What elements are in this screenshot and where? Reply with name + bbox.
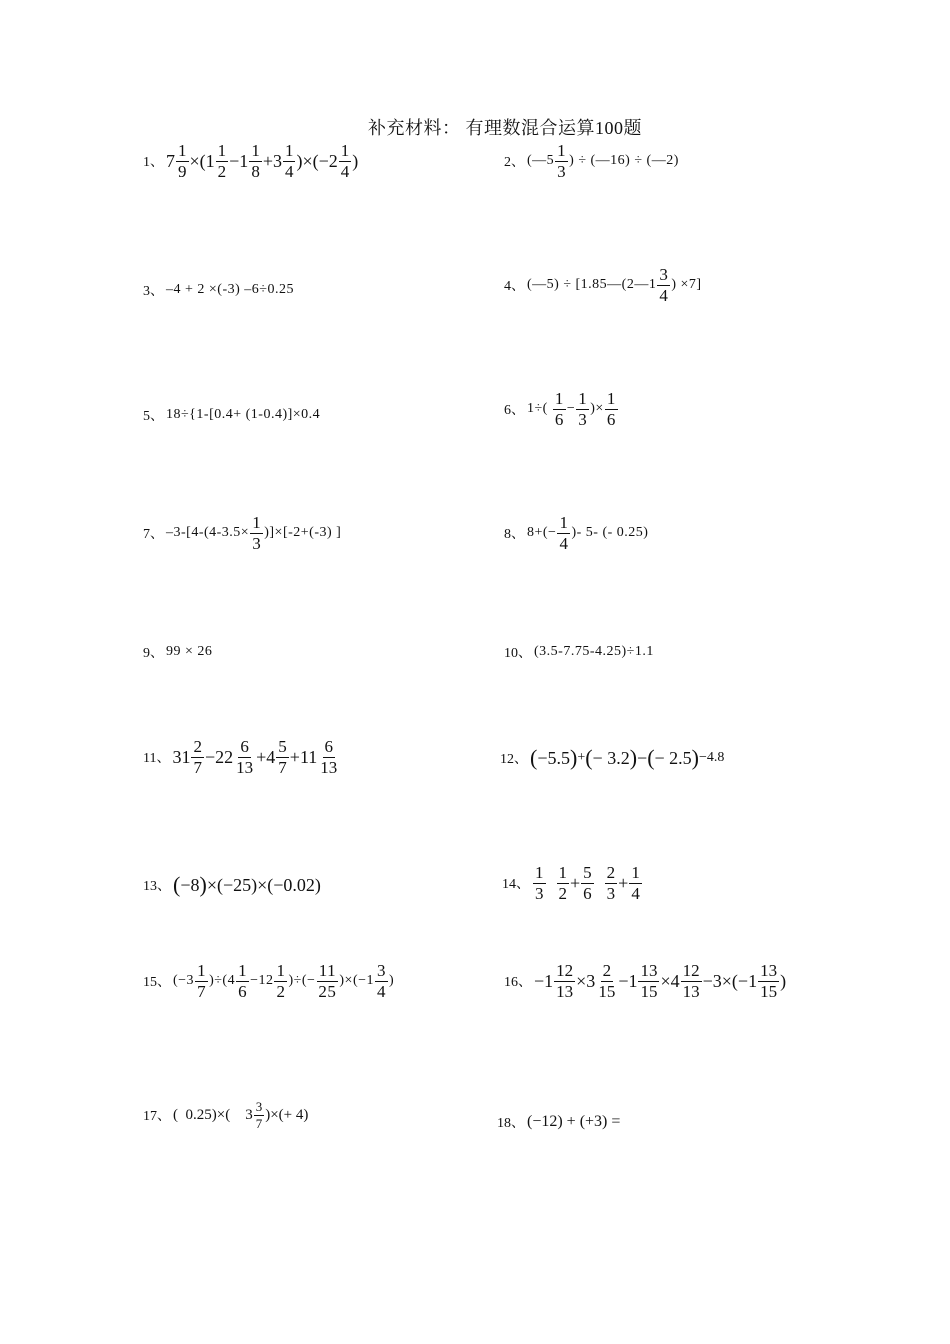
- problem-number: 12、: [500, 752, 528, 767]
- problem-expression: $\frac{1}{3}$ $\frac{1}{2}$ + $\frac{5}{6}$ $\frac{2}{3}$ + $\frac{1}{4}$: [535, 863, 640, 903]
- problem-number: 1、: [143, 155, 164, 171]
- problem-expression: 1÷( $\frac{1}{6}$ − $\frac{1}{3}$ )× $\frac{1}{6}$: [527, 389, 616, 429]
- problem-12: [500, 745, 724, 771]
- problem-5: [143, 405, 320, 425]
- problem-number: 14、: [502, 877, 530, 893]
- problem-number: 10、: [504, 646, 532, 661]
- problem-16: [504, 962, 786, 1001]
- problem-6: [504, 390, 619, 429]
- problem-10: [504, 642, 654, 662]
- problem-number: 7、: [143, 527, 164, 543]
- problem-number: 3、: [143, 284, 164, 299]
- problem-expression: (—5) ÷ [1.85—(2—1 $\frac{3}{4}$ ) ×7]: [527, 265, 702, 305]
- problem-number: 17、: [143, 1109, 171, 1125]
- problem-4: [504, 266, 702, 305]
- problem-number: 15、: [143, 975, 171, 991]
- problem-expression: 8+(− $\frac{1}{4}$ )- 5- (- 0.25): [527, 513, 649, 553]
- page-title: 补充材料： 有理数混合运算100题: [368, 118, 642, 138]
- problem-17: [143, 1100, 308, 1130]
- problem-expression: (−3 $\frac{1}{7}$ )÷(4 $\frac{1}{6}$ −12 $\frac{1}{2}$ )÷(− $\frac{11}{25}$ )×(−1 $\frac{3}{4}$ ): [173, 961, 395, 1001]
- problem-expression: −1 $\frac{12}{13}$ ×3 $\frac{2}{15}$ −1 $\frac{13}{15}$ ×4 $\frac{12}{13}$ −3×(−1 $\frac{13}{15}$ ): [534, 961, 787, 1001]
- problem-number: 18、: [497, 1116, 525, 1131]
- problem-expression: (−12) + (+3) =: [527, 1113, 621, 1130]
- problem-expression: (3.5-7.75-4.25)÷1.1: [534, 644, 654, 659]
- problem-3: [143, 280, 294, 300]
- problem-number: 16、: [504, 975, 532, 991]
- problem-expression: –3-[4-(4-3.5× $\frac{1}{3}$ )]×[-2+(-3) ]: [166, 513, 342, 553]
- problem-expression: –4 + 2 ×(-3) –6÷0.25: [166, 282, 294, 297]
- problem-expression: 99 × 26: [166, 644, 213, 659]
- problem-1: [143, 142, 358, 181]
- problem-number: 5、: [143, 409, 164, 424]
- problem-8: [504, 514, 648, 553]
- problem-number: 2、: [504, 155, 525, 171]
- problem-expression: ( −5.5 ) + ( − 3.2 ) − ( − 2.5 ) −4.8: [530, 745, 725, 770]
- problem-expression: 7 $\frac{1}{9}$ ×(1 $\frac{1}{2}$ −1 $\frac{1}{8}$ +3 $\frac{1}{4}$ )×(−2 $\frac{1}{4}$ ): [166, 141, 359, 181]
- problem-number: 11、: [143, 751, 171, 767]
- problem-14: [502, 864, 643, 903]
- problem-expression: ( 0.25)×( 3 $\frac{3}{7}$ )×(+ 4): [173, 1099, 309, 1131]
- problem-18: [497, 1112, 620, 1132]
- problem-number: 4、: [504, 279, 525, 295]
- problem-expression: 31 $\frac{2}{7}$ −22 $\frac{6}{13}$ +4 $\frac{5}{7}$ +11 $\frac{6}{13}$: [172, 737, 338, 777]
- problem-number: 8、: [504, 527, 525, 543]
- problem-number: 13、: [143, 879, 171, 894]
- problem-number: 6、: [504, 403, 525, 419]
- problem-expression: (—5 $\frac{1}{3}$ ) ÷ (—16) ÷ (—2): [527, 141, 679, 181]
- problem-13: [143, 872, 321, 898]
- problem-15: [143, 962, 394, 1001]
- problem-2: [504, 142, 679, 181]
- problem-number: 9、: [143, 646, 164, 661]
- problem-expression: 18÷{1-[0.4+ (1-0.4)]×0.4: [166, 407, 321, 422]
- problem-11: [143, 738, 340, 777]
- problem-expression: ( −8 ) ×(−25)×(−0.02): [173, 872, 321, 897]
- problem-9: [143, 642, 212, 662]
- problem-7: [143, 514, 341, 553]
